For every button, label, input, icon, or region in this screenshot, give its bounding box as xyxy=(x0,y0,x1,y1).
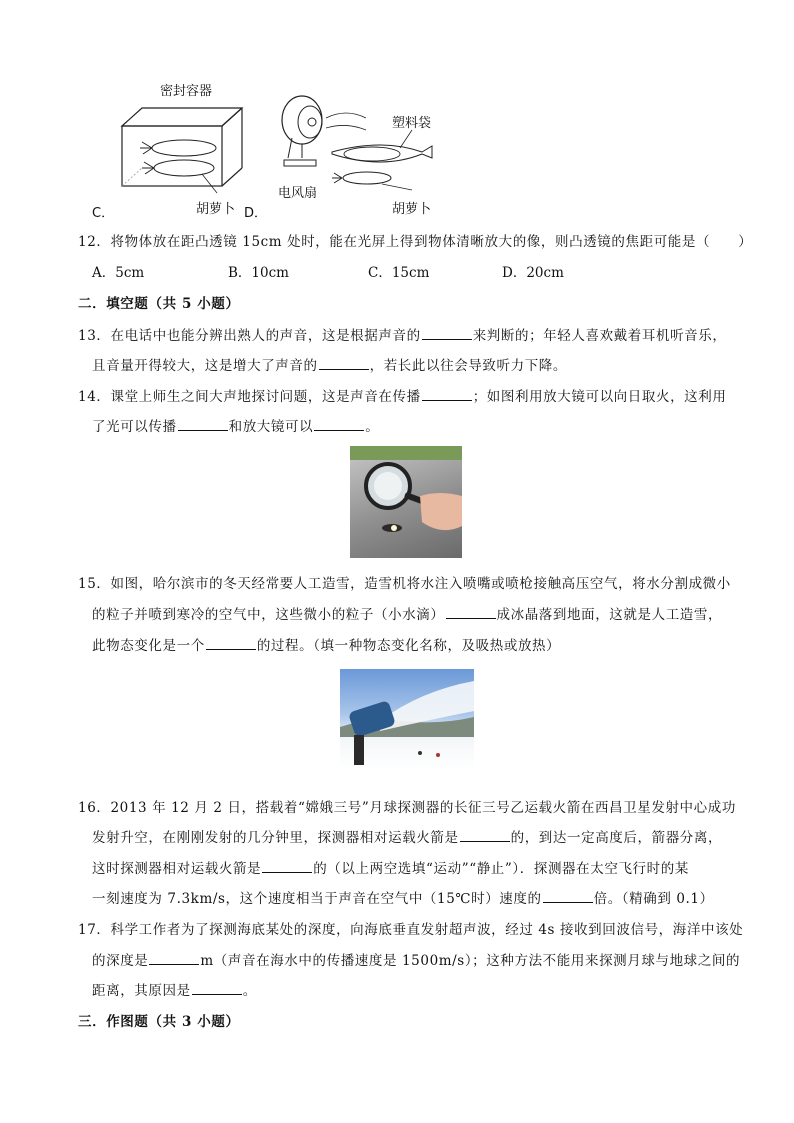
q16-blank-3[interactable] xyxy=(543,901,593,903)
q13-blank-2[interactable] xyxy=(319,368,369,370)
q14-text-3: 了光可以传播 xyxy=(92,419,177,435)
question-17-line-3 xyxy=(92,979,257,999)
figure-c-drawing xyxy=(92,78,262,218)
question-14-line-2 xyxy=(92,415,379,435)
q15-text-2: 成冰晶落到地面，这就是人工造雪， xyxy=(496,607,723,623)
container-label: 密封容器 xyxy=(160,84,213,99)
q12-option-b: B．10cm xyxy=(228,265,289,281)
question-16-line-1: 16．2013 年 12 月 2 日，搭载着“嫦娥三号”月球探测器的长征三号乙运载火箭在西昌卫星发射中心成功 xyxy=(78,800,736,816)
snow-machine-photo-drawing xyxy=(340,669,474,769)
q12-option-c: C．15cm xyxy=(368,265,430,281)
q16-text-5: 一刻速度为 7.3km/s，这个速度相当于声音在空气中（15℃时）速度的 xyxy=(92,891,542,907)
q13-blank-1[interactable] xyxy=(422,338,472,340)
q17-text-2: m（声音在海水中的传播速度是 1500m/s）；这种方法不能用来探测月球与地球之间的 xyxy=(200,953,741,969)
q14-text-2: ；如图利用放大镜可以向日取火，这利用 xyxy=(472,389,727,405)
section-3-heading: 三．作图题（共 3 小题） xyxy=(78,1014,240,1030)
q14-blank-3[interactable] xyxy=(314,429,364,431)
q16-text-1: 发射升空，在刚刚发射的几分钟里，探测器相对运载火箭是 xyxy=(92,830,459,846)
carrot-label-d: 胡萝卜 xyxy=(392,202,432,217)
question-16-line-3 xyxy=(92,857,689,877)
q15-blank-2[interactable] xyxy=(206,648,256,650)
question-17-line-2 xyxy=(92,949,740,969)
question-16-line-2 xyxy=(92,826,722,846)
magnifier-photo xyxy=(350,446,462,558)
section-2-heading: 二．填空题（共 5 小题） xyxy=(78,296,240,312)
carrot-label-c: 胡萝卜 xyxy=(196,202,236,217)
question-13-line-1 xyxy=(78,324,727,344)
question-17-line-1: 17．科学工作者为了探测海底某处的深度，向海底垂直发射超声波，经过 4s 接收到回波信号，海洋中该处 xyxy=(78,922,744,938)
q15-blank-1[interactable] xyxy=(446,617,496,619)
snow-machine-photo xyxy=(340,669,474,769)
q16-text-2: 的，到达一定高度后，箭器分离， xyxy=(510,830,723,846)
question-14-line-1 xyxy=(78,385,727,405)
question-15-line-1: 15．如图，哈尔滨市的冬天经常要人工造雪，造雪机将水注入喷嘴或喷枪接触高压空气，将水分割成微小 xyxy=(78,576,731,592)
q15-text-1: 的粒子并喷到寒冷的空气中，这些微小的粒子（小水滴） xyxy=(92,607,445,623)
plastic-bag-label: 塑料袋 xyxy=(392,116,432,131)
figure-c xyxy=(92,78,262,218)
q17-text-4: 。 xyxy=(242,983,257,999)
q14-text-1: 14．课堂上师生之间大声地探讨问题，这是声音在传播 xyxy=(78,389,421,405)
question-12: 12．将物体放在距凸透镜 15cm 处时，能在光屏上得到物体清晰放大的像，则凸透镜的焦距可能是（ ） xyxy=(78,234,753,250)
q15-text-3: 此物态变化是一个 xyxy=(92,638,205,654)
fan-label: 电风扇 xyxy=(278,186,318,201)
q15-text-4: 的过程。（填一种物态变化名称，及吸热或放热） xyxy=(256,638,561,654)
question-13-line-2 xyxy=(92,354,567,374)
q16-blank-2[interactable] xyxy=(262,871,312,873)
q16-text-6: 倍。（精确到 0.1） xyxy=(593,891,714,907)
q12-option-a: A．5cm xyxy=(92,265,145,281)
q17-text-3: 距离，其原因是 xyxy=(92,983,191,999)
q17-blank-2[interactable] xyxy=(192,993,242,995)
question-16-line-4 xyxy=(92,887,714,907)
q12-option-d: D．20cm xyxy=(502,265,564,281)
q14-text-4: 和放大镜可以 xyxy=(228,419,314,435)
q17-text-1: 的深度是 xyxy=(92,953,149,969)
q13-text-4: ，若长此以往会导致听力下降。 xyxy=(369,358,568,374)
q14-blank-2[interactable] xyxy=(178,429,228,431)
q13-text-3: 且音量开得较大，这是增大了声音的 xyxy=(92,358,318,374)
option-d-label: D． xyxy=(244,206,268,221)
q16-text-4: 的（以上两空选填“运动”“静止”）．探测器在太空飞行时的某 xyxy=(313,861,689,877)
option-c-label: C． xyxy=(92,206,115,221)
q13-text-1: 13．在电话中也能分辨出熟人的声音，这是根据声音的 xyxy=(78,328,421,344)
q14-text-5: 。 xyxy=(365,419,380,435)
q16-text-3: 这时探测器相对运载火箭是 xyxy=(92,861,262,877)
question-15-line-3 xyxy=(92,634,560,654)
q13-text-2: 来判断的；年轻人喜欢戴着耳机听音乐， xyxy=(472,328,727,344)
q14-blank-1[interactable] xyxy=(422,399,472,401)
question-15-line-2 xyxy=(92,603,722,623)
q16-blank-1[interactable] xyxy=(460,840,510,842)
magnifier-photo-drawing xyxy=(350,446,462,558)
q17-blank-1[interactable] xyxy=(149,963,199,965)
